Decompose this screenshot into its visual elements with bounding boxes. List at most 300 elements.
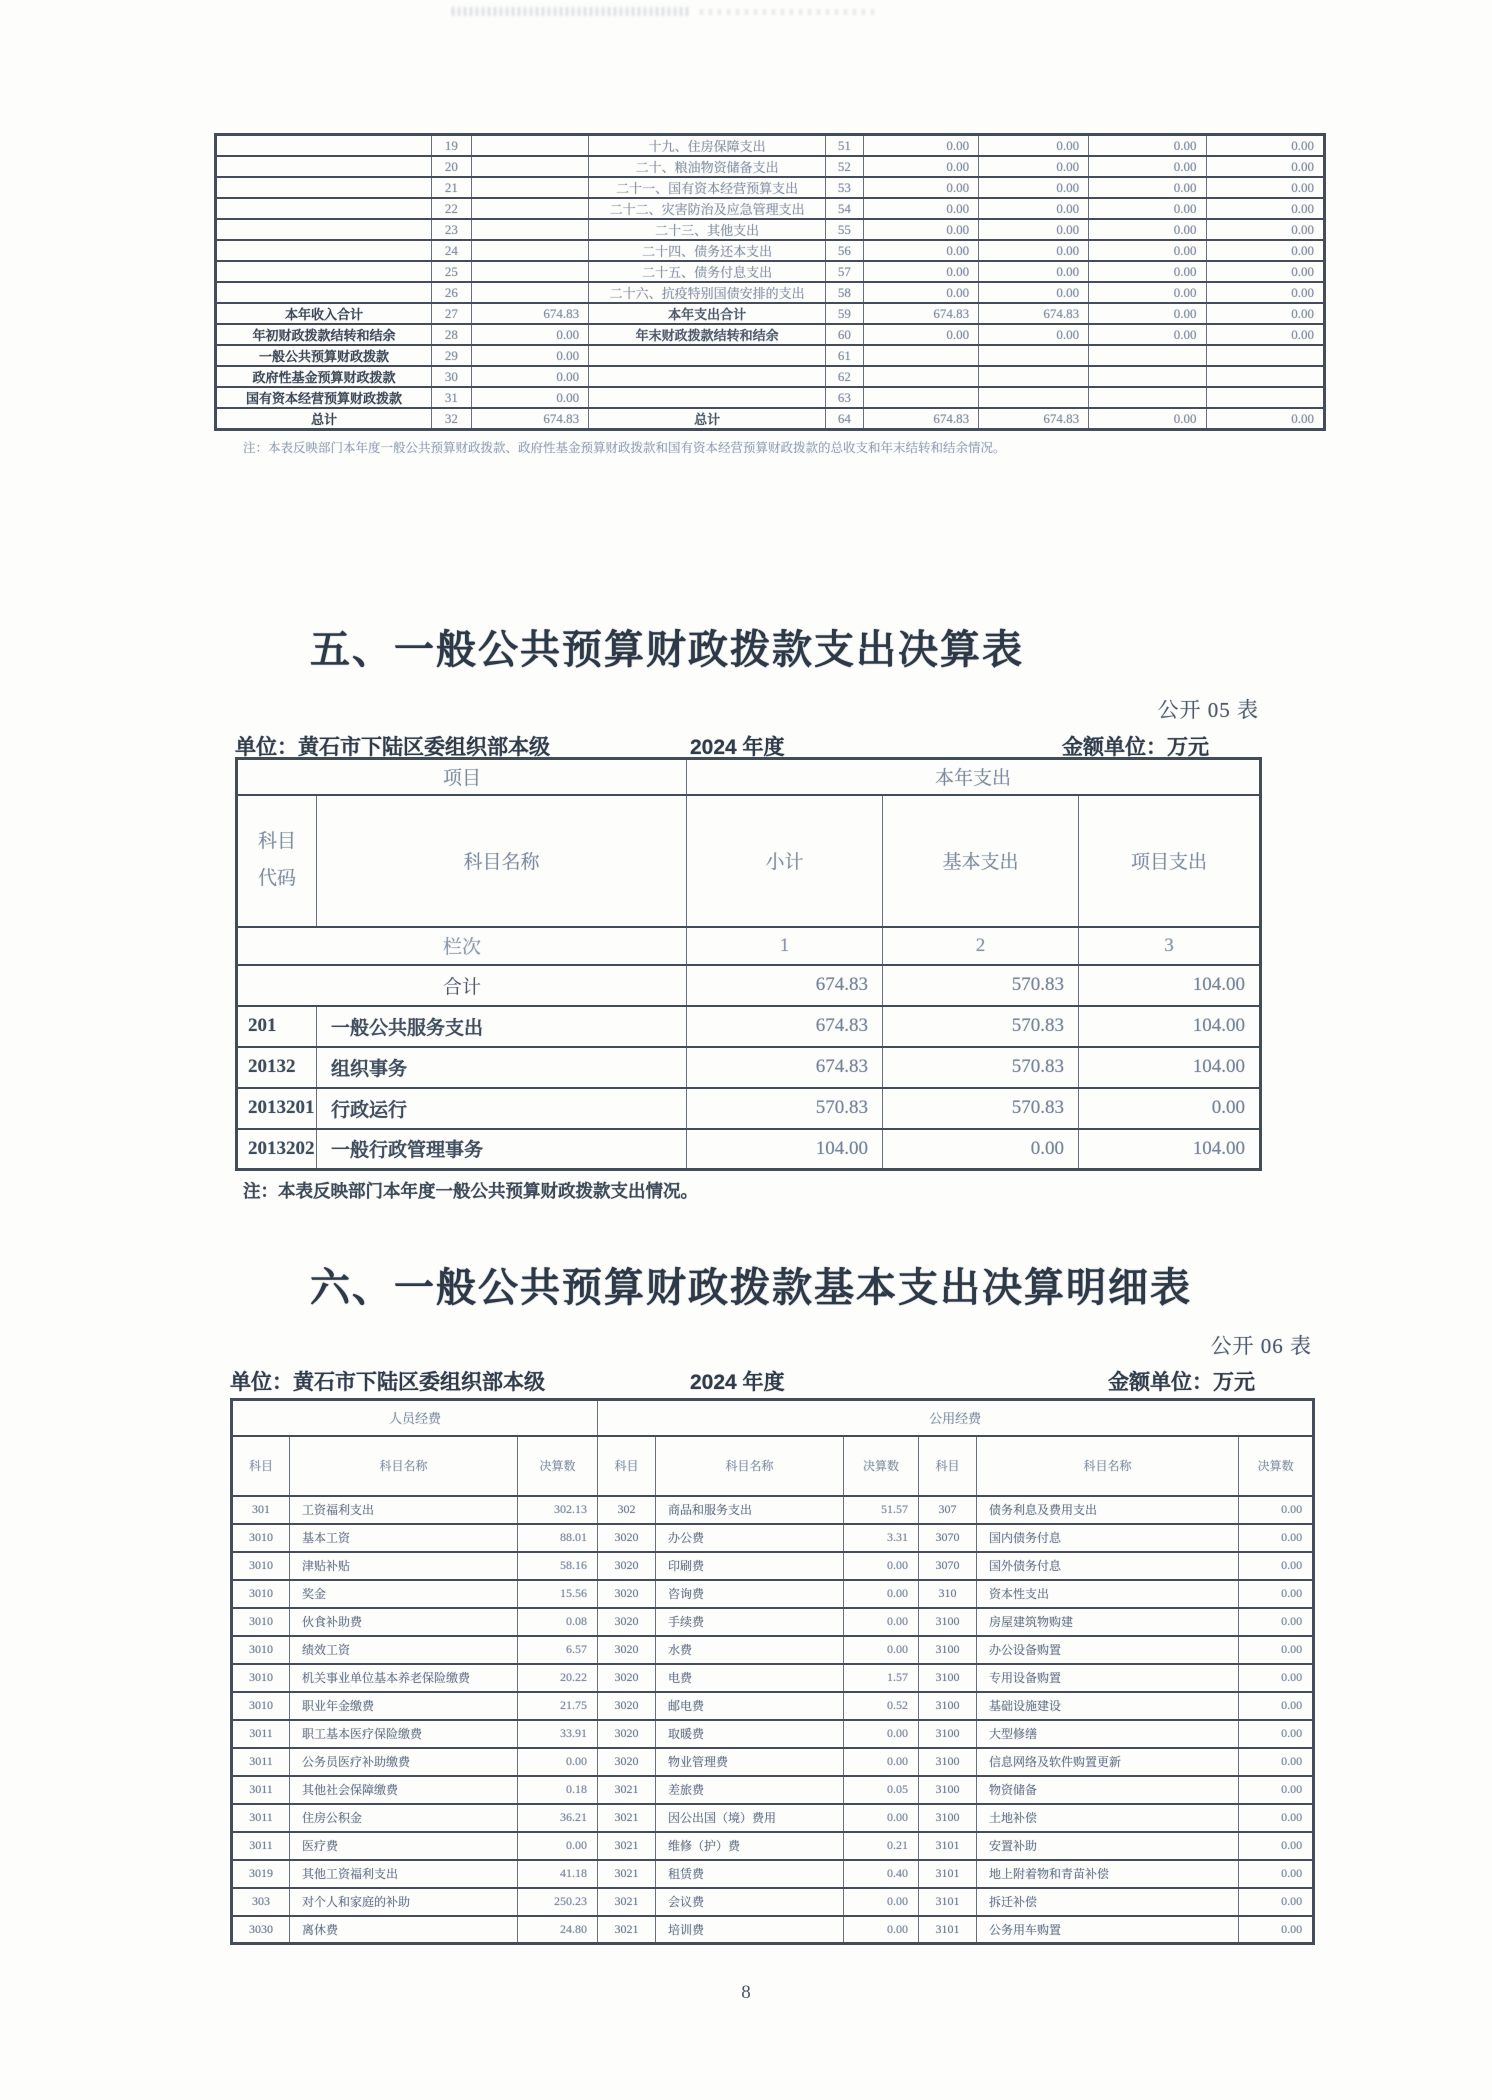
detail-row — [232, 1496, 1314, 1524]
expenditure-amount-3: 0.00 — [1089, 303, 1206, 324]
expenditure-line-number: 59 — [826, 303, 864, 324]
expenditure-amount-4: 0.00 — [1206, 219, 1325, 240]
public-name-2: 信息网络及软件购置更新 — [977, 1748, 1239, 1776]
expenditure-amount-1 — [863, 387, 978, 408]
expenditure-line-number: 55 — [826, 219, 864, 240]
column-index-1: 1 — [687, 927, 883, 965]
total-label: 合计 — [237, 965, 687, 1006]
summary-table-row — [216, 303, 1325, 324]
summary-table-row — [216, 345, 1325, 366]
income-item-label: 政府性基金预算财政拨款 — [216, 366, 432, 387]
income-amount: 674.83 — [471, 303, 588, 324]
public-code-1: 3020 — [598, 1580, 656, 1608]
expenditure-amount-3: 0.00 — [1089, 156, 1206, 177]
section5-public-table-label: 公开 05 表 — [1157, 698, 1259, 722]
personnel-amount: 36.21 — [518, 1804, 598, 1832]
public-name-2: 大型修缮 — [977, 1720, 1239, 1748]
expenditure-amount-2: 674.83 — [979, 303, 1089, 324]
year-label: 2024 年度 — [690, 1371, 785, 1394]
personnel-amount: 24.80 — [518, 1916, 598, 1944]
public-amount-1: 0.00 — [844, 1552, 919, 1580]
summary-table-row — [216, 177, 1325, 198]
public-code-2: 3100 — [919, 1804, 977, 1832]
expenditure-line-number: 54 — [826, 198, 864, 219]
amount-unit-label: 金额单位：万元 — [1108, 1371, 1255, 1394]
amount-unit-label: 金额单位：万元 — [1062, 736, 1209, 759]
basic-value: 0.00 — [883, 1129, 1079, 1170]
summary-table-row — [216, 156, 1325, 177]
public-amount-2: 0.00 — [1239, 1608, 1314, 1636]
subtotal-value: 674.83 — [687, 1047, 883, 1088]
personnel-code: 3019 — [232, 1860, 290, 1888]
expenditure-line-number: 56 — [826, 240, 864, 261]
personnel-name: 医疗费 — [290, 1832, 518, 1860]
public-name-1: 物业管理费 — [656, 1748, 844, 1776]
expenditure-item-label: 二十六、抗疫特别国债安排的支出 — [589, 282, 826, 303]
public-amount-1: 0.40 — [844, 1860, 919, 1888]
personnel-name: 职业年金缴费 — [290, 1692, 518, 1720]
income-item-label: 国有资本经营预算财政拨款 — [216, 387, 432, 408]
expenditure-amount-4: 0.00 — [1206, 135, 1325, 157]
scan-artifact-2 — [700, 9, 880, 15]
public-code-2: 3101 — [919, 1916, 977, 1944]
public-code-1: 3021 — [598, 1832, 656, 1860]
expenditure-amount-4: 0.00 — [1206, 240, 1325, 261]
header-amount-2: 决算数 — [844, 1436, 919, 1496]
personnel-amount: 0.00 — [518, 1832, 598, 1860]
subject-name: 行政运行 — [317, 1088, 687, 1129]
expenditure-item-label: 二十三、其他支出 — [589, 219, 826, 240]
personnel-amount: 21.75 — [518, 1692, 598, 1720]
income-amount: 674.83 — [471, 408, 588, 430]
header-amount-1: 决算数 — [518, 1436, 598, 1496]
income-item-label: 本年收入合计 — [216, 303, 432, 324]
public-amount-1: 0.00 — [844, 1608, 919, 1636]
public-amount-2: 0.00 — [1239, 1524, 1314, 1552]
expenditure-row — [237, 1006, 1261, 1047]
summary-table — [214, 133, 1326, 431]
personnel-name: 职工基本医疗保险缴费 — [290, 1720, 518, 1748]
income-line-number: 26 — [431, 282, 471, 303]
public-code-2: 3100 — [919, 1776, 977, 1804]
income-line-number: 29 — [431, 345, 471, 366]
public-code-2: 3070 — [919, 1524, 977, 1552]
section6-title: 六、一般公共预算财政拨款基本支出决算明细表 — [310, 1266, 1192, 1310]
public-amount-1: 0.00 — [844, 1748, 919, 1776]
public-amount-2: 0.00 — [1239, 1692, 1314, 1720]
public-name-2: 办公设备购置 — [977, 1636, 1239, 1664]
subject-name: 一般行政管理事务 — [317, 1129, 687, 1170]
public-name-1: 维修（护）费 — [656, 1832, 844, 1860]
expenditure-item-label — [589, 387, 826, 408]
income-line-number: 30 — [431, 366, 471, 387]
expenditure-amount-2 — [979, 345, 1089, 366]
public-amount-2: 0.00 — [1239, 1496, 1314, 1524]
public-name-2: 国外债务付息 — [977, 1552, 1239, 1580]
header-code-2: 科目 — [598, 1436, 656, 1496]
detail-row — [232, 1860, 1314, 1888]
income-amount — [471, 177, 588, 198]
personnel-code: 3011 — [232, 1776, 290, 1804]
personnel-name: 公务员医疗补助缴费 — [290, 1748, 518, 1776]
income-line-number: 23 — [431, 219, 471, 240]
expenditure-amount-3 — [1089, 345, 1206, 366]
expenditure-amount-4: 0.00 — [1206, 177, 1325, 198]
public-code-2: 3100 — [919, 1664, 977, 1692]
expenditure-amount-4: 0.00 — [1206, 303, 1325, 324]
personnel-amount: 0.08 — [518, 1608, 598, 1636]
expenditure-line-number: 53 — [826, 177, 864, 198]
detail-row — [232, 1776, 1314, 1804]
income-amount — [471, 282, 588, 303]
expenditure-amount-2 — [979, 366, 1089, 387]
basic-expenditure-detail-table — [230, 1398, 1315, 1945]
expenditure-item-label: 十九、住房保障支出 — [589, 135, 826, 157]
personnel-amount: 0.18 — [518, 1776, 598, 1804]
expenditure-amount-3 — [1089, 387, 1206, 408]
expenditure-amount-3: 0.00 — [1089, 135, 1206, 157]
expenditure-amount-1 — [863, 345, 978, 366]
personnel-amount: 88.01 — [518, 1524, 598, 1552]
public-amount-2: 0.00 — [1239, 1636, 1314, 1664]
expenditure-amount-4: 0.00 — [1206, 198, 1325, 219]
public-code-2: 3101 — [919, 1860, 977, 1888]
income-item-label — [216, 198, 432, 219]
income-amount — [471, 135, 588, 157]
public-name-1: 会议费 — [656, 1888, 844, 1916]
expenditure-amount-1 — [863, 366, 978, 387]
header-code-1: 科目 — [232, 1436, 290, 1496]
personnel-code: 3010 — [232, 1580, 290, 1608]
detail-row — [232, 1524, 1314, 1552]
public-name-2: 专用设备购置 — [977, 1664, 1239, 1692]
income-line-number: 20 — [431, 156, 471, 177]
unit-label: 单位：黄石市下陆区委组织部本级 — [230, 1371, 545, 1394]
public-name-1: 邮电费 — [656, 1692, 844, 1720]
income-amount — [471, 261, 588, 282]
public-code-1: 3020 — [598, 1748, 656, 1776]
expenditure-final-accounts-table — [235, 757, 1262, 1171]
expenditure-amount-3: 0.00 — [1089, 219, 1206, 240]
column-index-3: 3 — [1079, 927, 1261, 965]
personnel-name: 机关事业单位基本养老保险缴费 — [290, 1664, 518, 1692]
income-line-number: 24 — [431, 240, 471, 261]
personnel-name: 津贴补贴 — [290, 1552, 518, 1580]
income-line-number: 19 — [431, 135, 471, 157]
public-amount-2: 0.00 — [1239, 1776, 1314, 1804]
summary-table-row — [216, 387, 1325, 408]
personnel-amount: 302.13 — [518, 1496, 598, 1524]
header-project: 项目 — [237, 759, 687, 795]
header-code-3: 科目 — [919, 1436, 977, 1496]
table6-header-row-2 — [232, 1436, 1314, 1496]
income-item-label — [216, 240, 432, 261]
scan-artifact — [452, 7, 692, 16]
public-code-2: 3101 — [919, 1888, 977, 1916]
public-name-2: 拆迁补偿 — [977, 1888, 1239, 1916]
basic-value: 570.83 — [883, 1006, 1079, 1047]
income-amount: 0.00 — [471, 324, 588, 345]
personnel-code: 3010 — [232, 1552, 290, 1580]
income-amount: 0.00 — [471, 366, 588, 387]
summary-table-row — [216, 366, 1325, 387]
income-line-number: 32 — [431, 408, 471, 430]
subject-code: 201 — [237, 1006, 317, 1047]
personnel-code: 301 — [232, 1496, 290, 1524]
public-amount-2: 0.00 — [1239, 1720, 1314, 1748]
public-amount-1: 0.00 — [844, 1636, 919, 1664]
header-amount-3: 决算数 — [1239, 1436, 1314, 1496]
year-label: 2024 年度 — [690, 736, 785, 759]
expenditure-amount-2: 0.00 — [979, 282, 1089, 303]
expenditure-line-number: 57 — [826, 261, 864, 282]
subject-code: 20132 — [237, 1047, 317, 1088]
public-name-1: 因公出国（境）费用 — [656, 1804, 844, 1832]
expenditure-amount-2: 0.00 — [979, 198, 1089, 219]
expenditure-amount-3: 0.00 — [1089, 198, 1206, 219]
income-line-number: 27 — [431, 303, 471, 324]
summary-table-row — [216, 219, 1325, 240]
public-code-1: 3021 — [598, 1860, 656, 1888]
header-name-1: 科目名称 — [290, 1436, 518, 1496]
personnel-code: 3011 — [232, 1832, 290, 1860]
header-subject-code: 科目代码 — [237, 795, 317, 927]
expenditure-amount-1: 0.00 — [863, 198, 978, 219]
summary-table-row — [216, 198, 1325, 219]
income-line-number: 22 — [431, 198, 471, 219]
column-index-label: 栏次 — [237, 927, 687, 965]
expenditure-amount-2: 0.00 — [979, 324, 1089, 345]
income-item-label: 年初财政拨款结转和结余 — [216, 324, 432, 345]
subject-name: 组织事务 — [317, 1047, 687, 1088]
expenditure-item-label: 二十五、债务付息支出 — [589, 261, 826, 282]
public-amount-1: 0.00 — [844, 1804, 919, 1832]
header-subject-name: 科目名称 — [317, 795, 687, 927]
expenditure-amount-4 — [1206, 366, 1325, 387]
income-item-label — [216, 282, 432, 303]
public-name-1: 培训费 — [656, 1916, 844, 1944]
public-code-2: 307 — [919, 1496, 977, 1524]
income-item-label — [216, 219, 432, 240]
expenditure-amount-4: 0.00 — [1206, 261, 1325, 282]
expenditure-amount-1: 0.00 — [863, 240, 978, 261]
header-project-expenditure: 项目支出 — [1079, 795, 1261, 927]
public-code-2: 3100 — [919, 1636, 977, 1664]
total-project: 104.00 — [1079, 965, 1261, 1006]
detail-row — [232, 1636, 1314, 1664]
expenditure-row — [237, 1129, 1261, 1170]
public-amount-1: 0.00 — [844, 1888, 919, 1916]
detail-row — [232, 1832, 1314, 1860]
public-name-2: 债务利息及费用支出 — [977, 1496, 1239, 1524]
subtotal-value: 674.83 — [687, 1006, 883, 1047]
table5-total-row — [237, 965, 1261, 1006]
detail-row — [232, 1664, 1314, 1692]
public-amount-1: 0.00 — [844, 1720, 919, 1748]
header-subtotal: 小计 — [687, 795, 883, 927]
project-value: 0.00 — [1079, 1088, 1261, 1129]
detail-row — [232, 1580, 1314, 1608]
summary-table-row — [216, 135, 1325, 157]
public-code-2: 3101 — [919, 1832, 977, 1860]
income-line-number: 25 — [431, 261, 471, 282]
table5-header-row-1 — [237, 759, 1261, 795]
public-name-1: 水费 — [656, 1636, 844, 1664]
personnel-amount: 33.91 — [518, 1720, 598, 1748]
public-name-2: 物资储备 — [977, 1776, 1239, 1804]
public-code-2: 3100 — [919, 1692, 977, 1720]
income-line-number: 21 — [431, 177, 471, 198]
subject-code: 2013201 — [237, 1088, 317, 1129]
total-subtotal: 674.83 — [687, 965, 883, 1006]
subject-code: 2013202 — [237, 1129, 317, 1170]
public-code-1: 3020 — [598, 1664, 656, 1692]
expenditure-amount-2: 0.00 — [979, 240, 1089, 261]
table5-column-index-row — [237, 927, 1261, 965]
income-line-number: 31 — [431, 387, 471, 408]
project-value: 104.00 — [1079, 1006, 1261, 1047]
detail-row — [232, 1692, 1314, 1720]
expenditure-amount-1: 0.00 — [863, 261, 978, 282]
personnel-name: 其他社会保障缴费 — [290, 1776, 518, 1804]
expenditure-line-number: 61 — [826, 345, 864, 366]
personnel-name: 基本工资 — [290, 1524, 518, 1552]
project-value: 104.00 — [1079, 1129, 1261, 1170]
public-amount-2: 0.00 — [1239, 1860, 1314, 1888]
expenditure-amount-1: 0.00 — [863, 324, 978, 345]
income-amount — [471, 240, 588, 261]
public-code-2: 310 — [919, 1580, 977, 1608]
public-code-1: 3020 — [598, 1720, 656, 1748]
detail-row — [232, 1552, 1314, 1580]
header-public-funds: 公用经费 — [598, 1400, 1314, 1436]
expenditure-line-number: 62 — [826, 366, 864, 387]
expenditure-amount-3: 0.00 — [1089, 261, 1206, 282]
subtotal-value: 570.83 — [687, 1088, 883, 1129]
unit-label: 单位：黄石市下陆区委组织部本级 — [235, 736, 550, 759]
public-name-2: 资本性支出 — [977, 1580, 1239, 1608]
expenditure-item-label: 二十四、债务还本支出 — [589, 240, 826, 261]
expenditure-amount-4: 0.00 — [1206, 324, 1325, 345]
personnel-amount: 58.16 — [518, 1552, 598, 1580]
expenditure-line-number: 64 — [826, 408, 864, 430]
personnel-name: 绩效工资 — [290, 1636, 518, 1664]
public-amount-2: 0.00 — [1239, 1916, 1314, 1944]
basic-value: 570.83 — [883, 1088, 1079, 1129]
income-amount: 0.00 — [471, 387, 588, 408]
personnel-amount: 250.23 — [518, 1888, 598, 1916]
expenditure-item-label: 年末财政拨款结转和结余 — [589, 324, 826, 345]
expenditure-line-number: 63 — [826, 387, 864, 408]
expenditure-amount-2: 674.83 — [979, 408, 1089, 430]
detail-row — [232, 1916, 1314, 1944]
public-code-1: 3020 — [598, 1524, 656, 1552]
public-code-1: 3020 — [598, 1608, 656, 1636]
expenditure-line-number: 51 — [826, 135, 864, 157]
public-code-2: 3100 — [919, 1608, 977, 1636]
public-name-1: 咨询费 — [656, 1580, 844, 1608]
header-name-2: 科目名称 — [656, 1436, 844, 1496]
project-value: 104.00 — [1079, 1047, 1261, 1088]
public-code-2: 3070 — [919, 1552, 977, 1580]
expenditure-amount-4: 0.00 — [1206, 156, 1325, 177]
expenditure-amount-2: 0.00 — [979, 219, 1089, 240]
personnel-name: 离休费 — [290, 1916, 518, 1944]
expenditure-row — [237, 1047, 1261, 1088]
expenditure-amount-1: 674.83 — [863, 408, 978, 430]
header-personnel-funds: 人员经费 — [232, 1400, 598, 1436]
public-amount-2: 0.00 — [1239, 1748, 1314, 1776]
expenditure-amount-4: 0.00 — [1206, 282, 1325, 303]
public-amount-1: 0.00 — [844, 1916, 919, 1944]
public-name-1: 电费 — [656, 1664, 844, 1692]
expenditure-item-label: 本年支出合计 — [589, 303, 826, 324]
income-item-label — [216, 156, 432, 177]
expenditure-amount-3: 0.00 — [1089, 177, 1206, 198]
table5-header-row-2 — [237, 795, 1261, 927]
detail-row — [232, 1608, 1314, 1636]
expenditure-row — [237, 1088, 1261, 1129]
expenditure-amount-3 — [1089, 366, 1206, 387]
section5-note: 注：本表反映部门本年度一般公共预算财政拨款支出情况。 — [243, 1181, 698, 1201]
summary-table-row — [216, 324, 1325, 345]
public-amount-2: 0.00 — [1239, 1832, 1314, 1860]
public-name-2: 国内债务付息 — [977, 1524, 1239, 1552]
public-name-1: 租赁费 — [656, 1860, 844, 1888]
expenditure-amount-1: 0.00 — [863, 219, 978, 240]
public-code-1: 3020 — [598, 1636, 656, 1664]
income-item-label: 一般公共预算财政拨款 — [216, 345, 432, 366]
public-code-2: 3100 — [919, 1720, 977, 1748]
expenditure-amount-1: 0.00 — [863, 135, 978, 157]
expenditure-amount-4 — [1206, 345, 1325, 366]
expenditure-amount-4: 0.00 — [1206, 408, 1325, 430]
income-item-label: 总计 — [216, 408, 432, 430]
expenditure-amount-1: 0.00 — [863, 177, 978, 198]
public-amount-1: 3.31 — [844, 1524, 919, 1552]
personnel-amount: 0.00 — [518, 1748, 598, 1776]
income-line-number: 28 — [431, 324, 471, 345]
expenditure-amount-3: 0.00 — [1089, 240, 1206, 261]
expenditure-amount-3: 0.00 — [1089, 324, 1206, 345]
expenditure-amount-2: 0.00 — [979, 135, 1089, 157]
public-code-1: 3020 — [598, 1552, 656, 1580]
public-code-1: 3021 — [598, 1916, 656, 1944]
personnel-name: 伙食补助费 — [290, 1608, 518, 1636]
public-code-2: 3100 — [919, 1748, 977, 1776]
public-amount-1: 0.52 — [844, 1692, 919, 1720]
summary-table-row — [216, 240, 1325, 261]
header-name-3: 科目名称 — [977, 1436, 1239, 1496]
public-name-2: 公务用车购置 — [977, 1916, 1239, 1944]
expenditure-line-number: 60 — [826, 324, 864, 345]
expenditure-item-label: 二十二、灾害防治及应急管理支出 — [589, 198, 826, 219]
personnel-code: 303 — [232, 1888, 290, 1916]
summary-table-row — [216, 282, 1325, 303]
expenditure-amount-1: 0.00 — [863, 156, 978, 177]
section6-public-table-label: 公开 06 表 — [1210, 1334, 1312, 1358]
detail-row — [232, 1804, 1314, 1832]
summary-table-note: 注：本表反映部门本年度一般公共预算财政拨款、政府性基金预算财政拨款和国有资本经营预算财政拨款的总收支和年末结转和结余情况。 — [243, 441, 1006, 455]
public-amount-1: 0.05 — [844, 1776, 919, 1804]
public-amount-1: 1.57 — [844, 1664, 919, 1692]
expenditure-amount-1: 674.83 — [863, 303, 978, 324]
summary-table-row — [216, 261, 1325, 282]
public-name-1: 办公费 — [656, 1524, 844, 1552]
expenditure-amount-1: 0.00 — [863, 282, 978, 303]
public-code-1: 3020 — [598, 1692, 656, 1720]
section5-title: 五、一般公共预算财政拨款支出决算表 — [310, 628, 1024, 672]
